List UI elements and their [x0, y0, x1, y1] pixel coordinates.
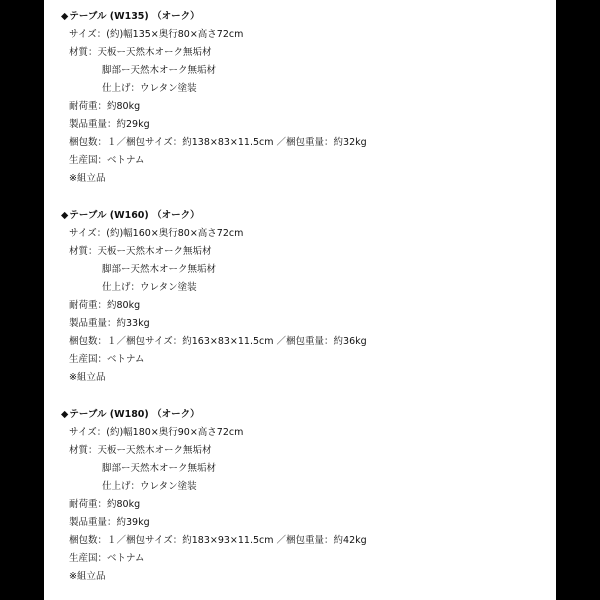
material-leg-line: 脚部ー天然木オーク無垢材 — [102, 463, 217, 474]
heading-text: テーブル (W180) （オーク） — [69, 409, 200, 420]
material-line: 材質：天板ー天然木オーク無垢材 — [69, 246, 212, 257]
load-line: 耐荷重：約80kg — [69, 300, 141, 311]
material-leg-line: 脚部ー天然木オーク無垢材 — [102, 264, 217, 275]
package-line: 梱包数：１／梱包サイズ：約163×83×11.5cm ／梱包重量：約36kg — [69, 336, 367, 347]
weight-line: 製品重量：約39kg — [69, 517, 150, 528]
spec-section-w135 — [61, 8, 551, 188]
size-line: サイズ：(約)幅160×奥行80×高さ72cm — [69, 228, 244, 239]
heading-text: テーブル (W160) （オーク） — [69, 210, 200, 221]
load-line: 耐荷重：約80kg — [69, 499, 141, 510]
diamond-bullet-icon: ◆ — [61, 409, 69, 420]
section-heading — [61, 406, 551, 424]
weight-line: 製品重量：約29kg — [69, 119, 150, 130]
origin-line: 生産国：ベトナム — [69, 354, 145, 365]
spec-section-w160 — [61, 207, 551, 387]
assembly-note: ※組立品 — [69, 173, 106, 184]
diamond-bullet-icon: ◆ — [61, 11, 69, 22]
spec-section-w180 — [61, 406, 551, 586]
size-line: サイズ：(約)幅135×奥行80×高さ72cm — [69, 29, 244, 40]
assembly-note: ※組立品 — [69, 372, 106, 383]
size-line: サイズ：(約)幅180×奥行90×高さ72cm — [69, 427, 244, 438]
finish-line: 仕上げ：ウレタン塗装 — [102, 481, 197, 492]
section-heading — [61, 207, 551, 225]
diamond-bullet-icon: ◆ — [61, 210, 69, 221]
spec-sheet — [44, 0, 556, 600]
material-line: 材質：天板ー天然木オーク無垢材 — [69, 445, 212, 456]
heading-text: テーブル (W135) （オーク） — [69, 11, 200, 22]
material-line: 材質：天板ー天然木オーク無垢材 — [69, 47, 212, 58]
spec-content — [61, 8, 551, 586]
package-line: 梱包数：１／梱包サイズ：約138×83×11.5cm ／梱包重量：約32kg — [69, 137, 367, 148]
material-leg-line: 脚部ー天然木オーク無垢材 — [102, 65, 217, 76]
section-heading — [61, 8, 551, 26]
assembly-note: ※組立品 — [69, 571, 106, 582]
origin-line: 生産国：ベトナム — [69, 155, 145, 166]
finish-line: 仕上げ：ウレタン塗装 — [102, 83, 197, 94]
weight-line: 製品重量：約33kg — [69, 318, 150, 329]
origin-line: 生産国：ベトナム — [69, 553, 145, 564]
package-line: 梱包数：１／梱包サイズ：約183×93×11.5cm ／梱包重量：約42kg — [69, 535, 367, 546]
load-line: 耐荷重：約80kg — [69, 101, 141, 112]
finish-line: 仕上げ：ウレタン塗装 — [102, 282, 197, 293]
